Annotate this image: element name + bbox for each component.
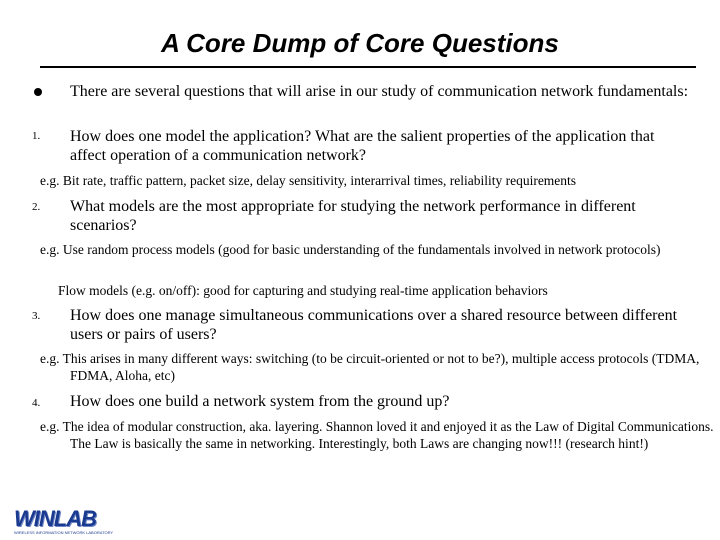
example-1: e.g. Bit rate, traffic pattern, packet size, delay sensitivity, interarrival times, reliability requirements [40,173,577,188]
bullet-dot-icon [34,88,42,96]
example-4: e.g. The idea of modular construction, aka. layering. Shannon loved it and enjoyed it as the Law of Digital Communications. The Law is basically the same in networking. Interestingly, both Laws are changing now!!! (research hint!) [40,419,714,451]
question-1-text: How does one model the application? What are the salient properties of the application that affect operation of a communication network? [70,128,655,164]
intro-bullet-text: There are several questions that will arise in our study of communication network fundamentals: [70,83,689,100]
question-4-number: 4. [32,397,41,409]
question-3-number: 3. [32,310,41,322]
example-2-flow-models: Flow models (e.g. on/off): good for capturing and studying real-time application behaviors [58,283,548,298]
question-2-text: What models are the most appropriate for studying the network performance in different scenarios? [70,198,636,234]
slide-title: A Core Dump of Core Questions [161,28,559,58]
question-2-number: 2. [32,201,41,213]
example-2: e.g. Use random process models (good for basic understanding of the fundamentals involved in network protocols) [40,242,661,257]
question-1-number: 1. [32,130,41,142]
logo-subtitle: WIRELESS INFORMATION NETWORK LABORATORY [14,530,114,535]
example-3: e.g. This arises in many different ways: switching (to be circuit-oriented or not to be?), multiple access protocols (TDMA, FDMA, Aloha, etc) [40,351,700,383]
question-4-text: How does one build a network system from the ground up? [70,393,450,410]
logo-name: WINLAB [14,506,96,531]
winlab-logo [14,508,118,538]
title-underline [40,66,696,68]
question-3-text: How does one manage simultaneous communications over a shared resource between different users or pairs of users? [70,307,678,343]
